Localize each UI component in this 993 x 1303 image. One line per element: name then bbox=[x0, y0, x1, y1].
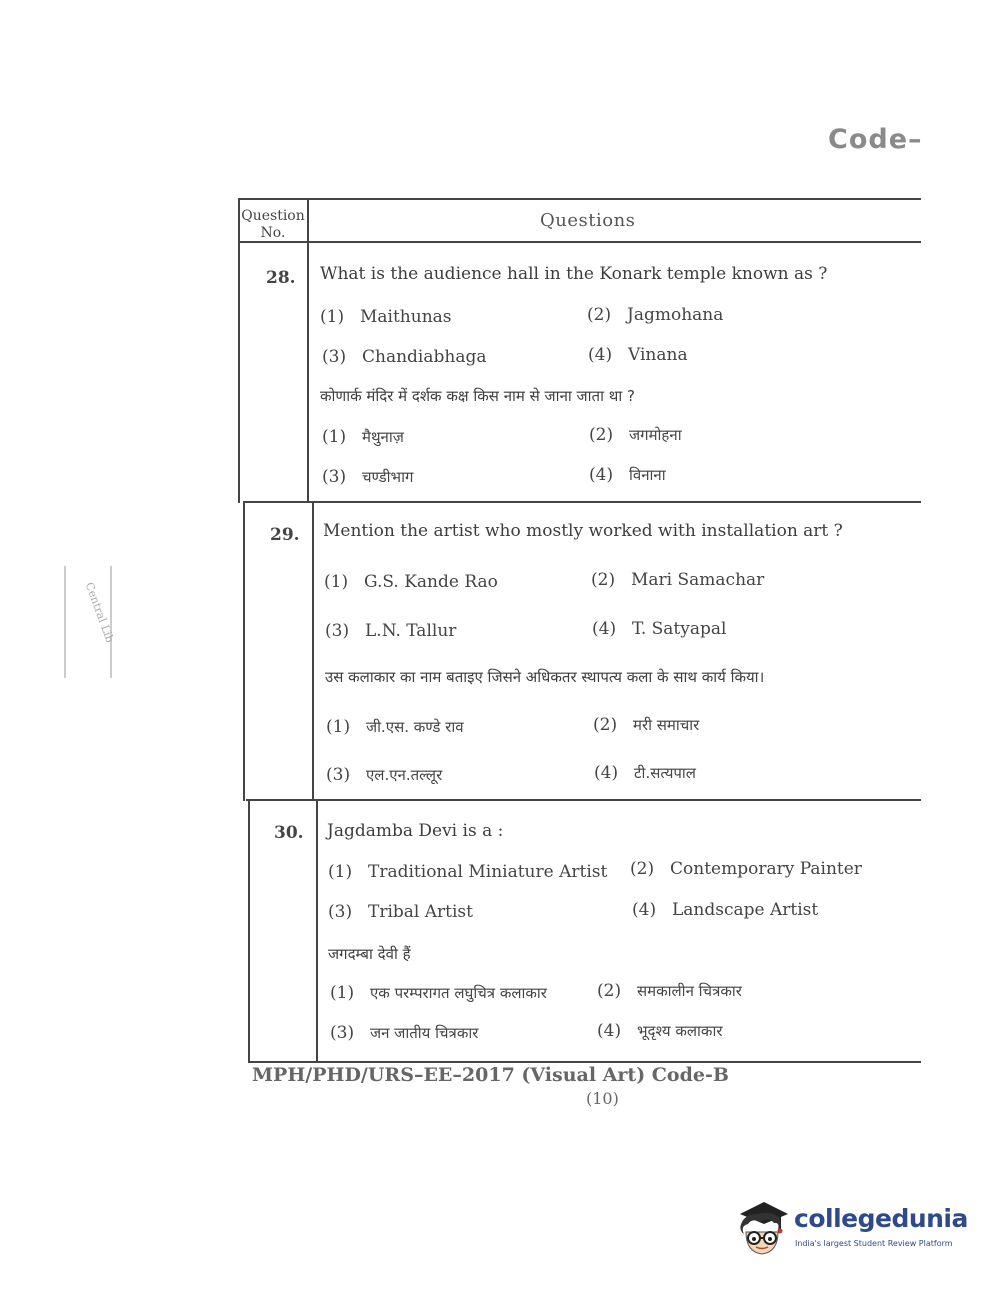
collegedunia-logo bbox=[734, 1196, 968, 1266]
footer-code: MPH/PHD/URS–EE–2017 (Visual Art) Code-B bbox=[252, 1064, 729, 1086]
library-stamp bbox=[64, 566, 117, 678]
question-29-option-hi-1: (1) जी.एस. कण्डे राव bbox=[326, 717, 464, 737]
question-30-option-2: (2) Contemporary Painter bbox=[630, 859, 862, 879]
logo-name: collegedunia bbox=[794, 1204, 968, 1233]
question-29-text-en: Mention the artist who mostly worked with installation art ? bbox=[323, 521, 843, 541]
question-28-option-hi-1: (1) मैथुनाज़ bbox=[322, 427, 404, 447]
left-border-1 bbox=[238, 198, 240, 503]
question-29-option-hi-3: (3) एल.एन.तल्लूर bbox=[326, 765, 443, 785]
header-questions: Questions bbox=[540, 210, 636, 231]
mascot-icon bbox=[734, 1196, 790, 1262]
question-28-option-2: (2) Jagmohana bbox=[587, 305, 724, 325]
question-28-option-hi-3: (3) चण्डीभाग bbox=[322, 467, 414, 487]
question-30-option-1: (1) Traditional Miniature Artist bbox=[328, 862, 608, 882]
page-number: (10) bbox=[586, 1089, 619, 1108]
question-28-number: 28. bbox=[266, 268, 296, 288]
question-30-option-hi-2: (2) समकालीन चित्रकार bbox=[597, 981, 742, 1001]
question-28-option-hi-4: (4) विनाना bbox=[589, 465, 666, 485]
header-bottom-rule bbox=[238, 241, 921, 243]
question-29-option-1: (1) G.S. Kande Rao bbox=[324, 572, 498, 592]
header-question-no: Question No. bbox=[241, 208, 305, 241]
question-28-option-3: (3) Chandiabhaga bbox=[322, 347, 487, 367]
row-29-bottom-rule bbox=[246, 799, 921, 801]
question-30-option-hi-1: (1) एक परम्परागत लघुचित्र कलाकार bbox=[330, 983, 547, 1003]
column-divider-3 bbox=[316, 799, 318, 1063]
question-29-option-hi-2: (2) मरी समाचार bbox=[593, 715, 700, 735]
library-stamp-text: Central Lib bbox=[82, 580, 117, 645]
question-29-option-2: (2) Mari Samachar bbox=[591, 570, 765, 590]
question-30-option-3: (3) Tribal Artist bbox=[328, 902, 473, 922]
left-border-3 bbox=[248, 799, 250, 1063]
column-divider-2 bbox=[312, 501, 314, 801]
question-29-text-hi: उस कलाकार का नाम बताइए जिसने अधिकतर स्थापत्य कला के साथ कार्य किया। bbox=[325, 668, 765, 686]
table-bottom-rule bbox=[250, 1061, 921, 1063]
question-28-text-en: What is the audience hall in the Konark temple known as ? bbox=[320, 264, 828, 284]
question-30-text-hi: जगदम्बा देवी हैं bbox=[328, 945, 411, 963]
question-29-number: 29. bbox=[270, 525, 300, 545]
question-28-option-1: (1) Maithunas bbox=[320, 307, 452, 327]
question-30-option-hi-3: (3) जन जातीय चित्रकार bbox=[330, 1023, 479, 1043]
question-30-number: 30. bbox=[274, 823, 304, 843]
question-30-option-4: (4) Landscape Artist bbox=[632, 900, 819, 920]
question-29-option-4: (4) T. Satyapal bbox=[592, 619, 727, 639]
column-divider-1 bbox=[307, 198, 309, 503]
question-30-option-hi-4: (4) भूदृश्य कलाकार bbox=[597, 1021, 723, 1041]
left-border-2 bbox=[243, 501, 245, 801]
row-28-bottom-rule bbox=[243, 501, 921, 503]
logo-tagline: India's largest Student Review Platform bbox=[795, 1239, 953, 1248]
question-28-option-hi-2: (2) जगमोहना bbox=[589, 425, 682, 445]
code-label: Code– bbox=[828, 124, 923, 155]
question-29-option-hi-4: (4) टी.सत्यपाल bbox=[594, 763, 696, 783]
question-28-text-hi: कोणार्क मंदिर में दर्शक कक्ष किस नाम से जाना जाता था ? bbox=[320, 387, 635, 405]
question-29-option-3: (3) L.N. Tallur bbox=[325, 621, 457, 641]
question-30-text-en: Jagdamba Devi is a : bbox=[327, 821, 504, 841]
table-top-rule bbox=[238, 198, 921, 200]
question-28-option-4: (4) Vinana bbox=[588, 345, 688, 365]
